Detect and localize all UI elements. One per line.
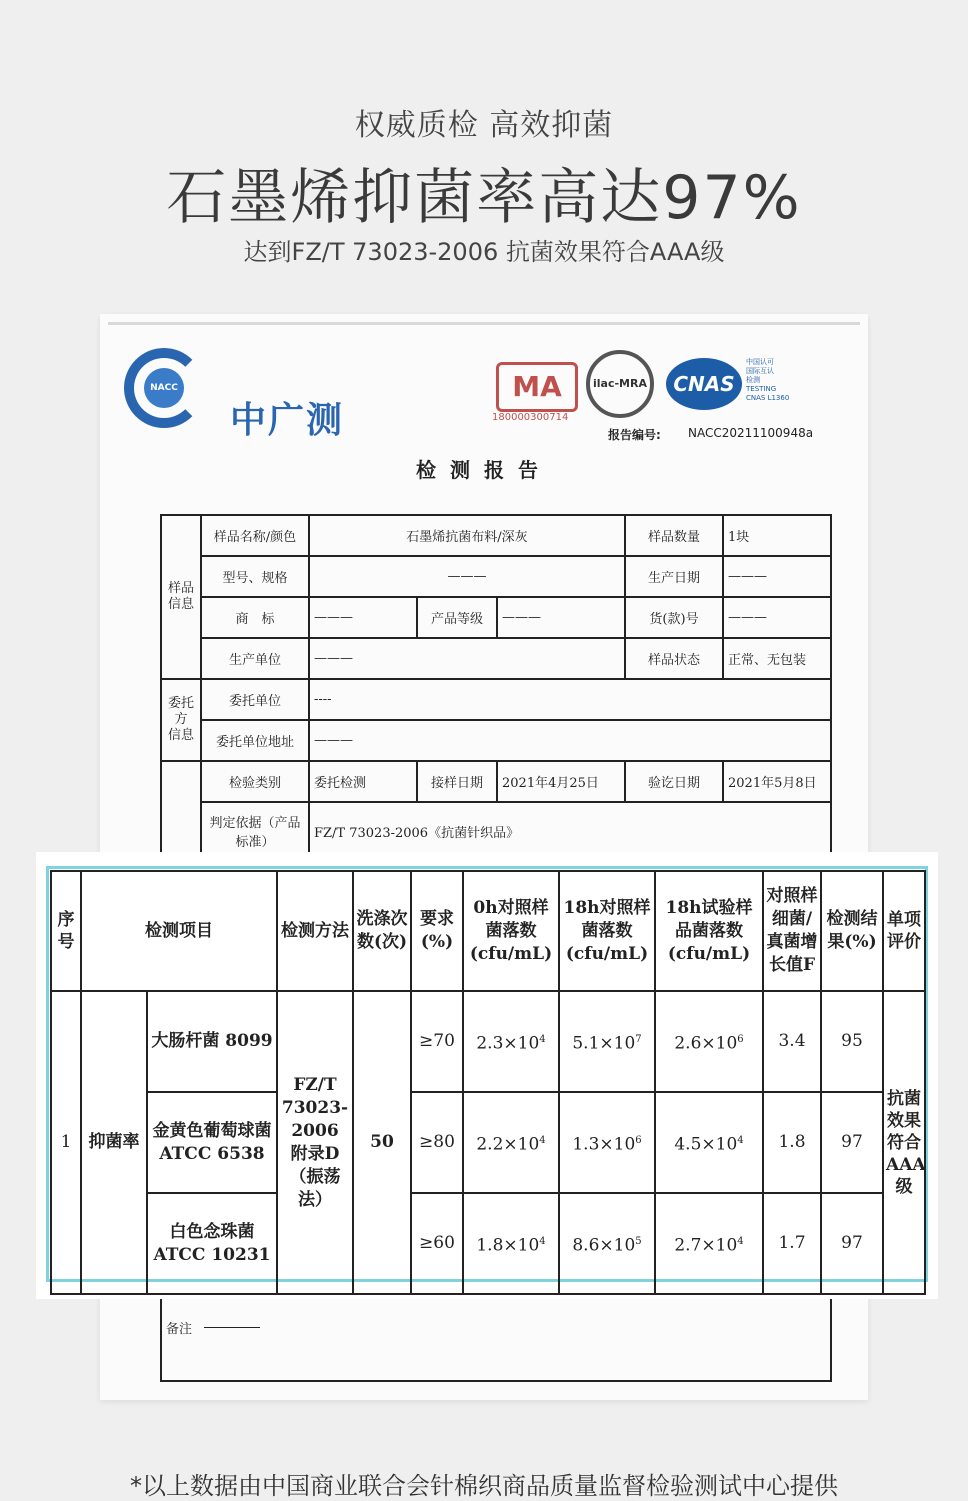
cell-label: 型号、规格 (201, 556, 309, 597)
sample-info-table (160, 514, 832, 861)
cell-ctrl-0h: $2.2\times 10^4$ (463, 1092, 559, 1193)
header-result: 检测结果(%) (821, 871, 883, 991)
header-test-18h: 18h试验样品菌落数(cfu/mL) (655, 871, 763, 991)
document-title: 检测报告 (416, 458, 552, 482)
table-row (51, 1092, 925, 1193)
cell-category: 抑菌率 (81, 991, 147, 1294)
remarks-label: 备注 (166, 1322, 193, 1337)
cell-result: 97 (821, 1193, 883, 1294)
cell-value: ——— (309, 720, 831, 761)
cell-label: 检验类别 (201, 761, 309, 802)
cnas-mark: CNAS (666, 358, 742, 410)
cell-value: ——— (309, 556, 625, 597)
cell-value: 石墨烯抗菌布料/深灰 (309, 515, 625, 556)
cell-label: 产品等级 (417, 597, 497, 638)
group-client-info: 委托方 信息 (161, 679, 201, 761)
cell-test-18h: $2.7\times 10^4$ (655, 1193, 763, 1294)
cell-method: FZ/T 73023-2006 附录D（振荡法） (277, 991, 353, 1294)
table-row (51, 1193, 925, 1294)
cell-evaluation: 抗菌效果符合AAA级 (883, 991, 925, 1294)
table-row (51, 991, 925, 1092)
cell-value: ——— (309, 597, 417, 638)
header-growth: 对照样细菌/真菌增长值F (763, 871, 821, 991)
group-sample-info: 样品信息 (161, 515, 201, 679)
cell-label: 样品数量 (625, 515, 723, 556)
header-evaluation: 单项评价 (883, 871, 925, 991)
header-no: 序号 (51, 871, 81, 991)
cell-label: 判定依据（产品标准） (201, 802, 309, 860)
cma-mark: MA (496, 362, 578, 412)
cell-label: 样品状态 (625, 638, 723, 679)
cell-label: 接样日期 (417, 761, 497, 802)
cell-label: 生产单位 (201, 638, 309, 679)
cell-no: 1 (51, 991, 81, 1294)
cell-requirement: ≥80 (411, 1092, 463, 1193)
cell-requirement: ≥60 (411, 1193, 463, 1294)
header-method: 检测方法 (277, 871, 353, 991)
report-number: NACC20211100948a (688, 426, 814, 440)
cell-value: 正常、无包装 (723, 638, 831, 679)
cell-label: 样品名称/颜色 (201, 515, 309, 556)
headline: 石墨烯抑菌率高达97% (166, 163, 802, 233)
cell-result: 95 (821, 991, 883, 1092)
cell-ctrl-18h: $8.6\times 10^5$ (559, 1193, 655, 1294)
cell-value: ——— (723, 597, 831, 638)
header-ctrl-18h: 18h对照样菌落数(cfu/mL) (559, 871, 655, 991)
cell-ctrl-0h: $2.3\times 10^4$ (463, 991, 559, 1092)
subtitle: 权威质检 高效抑菌 (354, 108, 614, 143)
footer-note: *以上数据由中国商业联合会针棉织商品质量监督检验测试中心提供 (130, 1472, 838, 1500)
logo-name: 中广测 (230, 400, 345, 441)
cell-label: 生产日期 (625, 556, 723, 597)
cma-number: 180000300714 (492, 412, 569, 423)
cell-label: 货(款)号 (625, 597, 723, 638)
cell-value: ——— (497, 597, 625, 638)
header-item: 检测项目 (81, 871, 277, 991)
cell-value: FZ/T 73023-2006《抗菌针织品》 (309, 802, 831, 860)
cell-value: ——— (309, 638, 625, 679)
cell-organism: 白色念珠菌 ATCC 10231 (147, 1193, 277, 1294)
cell-organism: 金黄色葡萄球菌 ATCC 6538 (147, 1092, 277, 1193)
cell-value: 委托检测 (309, 761, 417, 802)
antibacterial-results-panel (36, 852, 938, 1299)
cell-growth: 3.4 (763, 991, 821, 1092)
header-requirement: 要求(%) (411, 871, 463, 991)
cell-ctrl-18h: $5.1\times 10^7$ (559, 991, 655, 1092)
remarks-box (160, 1298, 832, 1382)
cell-label: 委托单位 (201, 679, 309, 720)
cell-label: 验讫日期 (625, 761, 723, 802)
cell-test-18h: $2.6\times 10^6$ (655, 991, 763, 1092)
cnas-side-text: 中国认可 国际互认 检测 TESTING CNAS L1360 (746, 358, 790, 402)
paper-edge (108, 322, 860, 325)
cell-result: 97 (821, 1092, 883, 1193)
logo-badge: NACC (144, 368, 184, 408)
cell-value: ——— (723, 556, 831, 597)
header-washes: 洗涤次数(次) (353, 871, 411, 991)
cell-ctrl-18h: $1.3\times 10^6$ (559, 1092, 655, 1193)
cell-value: 1块 (723, 515, 831, 556)
cell-requirement: ≥70 (411, 991, 463, 1092)
cell-value: 2021年4月25日 (497, 761, 625, 802)
description: 达到FZ/T 73023-2006 抗菌效果符合AAA级 (243, 238, 725, 266)
cell-growth: 1.7 (763, 1193, 821, 1294)
cell-growth: 1.8 (763, 1092, 821, 1193)
cell-label: 委托单位地址 (201, 720, 309, 761)
antibacterial-results-table (50, 870, 926, 1295)
cell-washes: 50 (353, 991, 411, 1294)
cell-value: 2021年5月8日 (723, 761, 831, 802)
report-number-label: 报告编号: (608, 428, 661, 442)
group-blank (161, 761, 201, 860)
ilac-mra-mark: ilac-MRA (586, 350, 654, 418)
nacc-logo (120, 344, 360, 444)
cell-label: 商 标 (201, 597, 309, 638)
header-ctrl-0h: 0h对照样菌落数(cfu/mL) (463, 871, 559, 991)
cell-test-18h: $4.5\times 10^4$ (655, 1092, 763, 1193)
cell-value: ---- (309, 679, 831, 720)
cell-organism: 大肠杆菌 8099 (147, 991, 277, 1092)
remarks-dash (204, 1327, 260, 1328)
cell-ctrl-0h: $1.8\times 10^4$ (463, 1193, 559, 1294)
